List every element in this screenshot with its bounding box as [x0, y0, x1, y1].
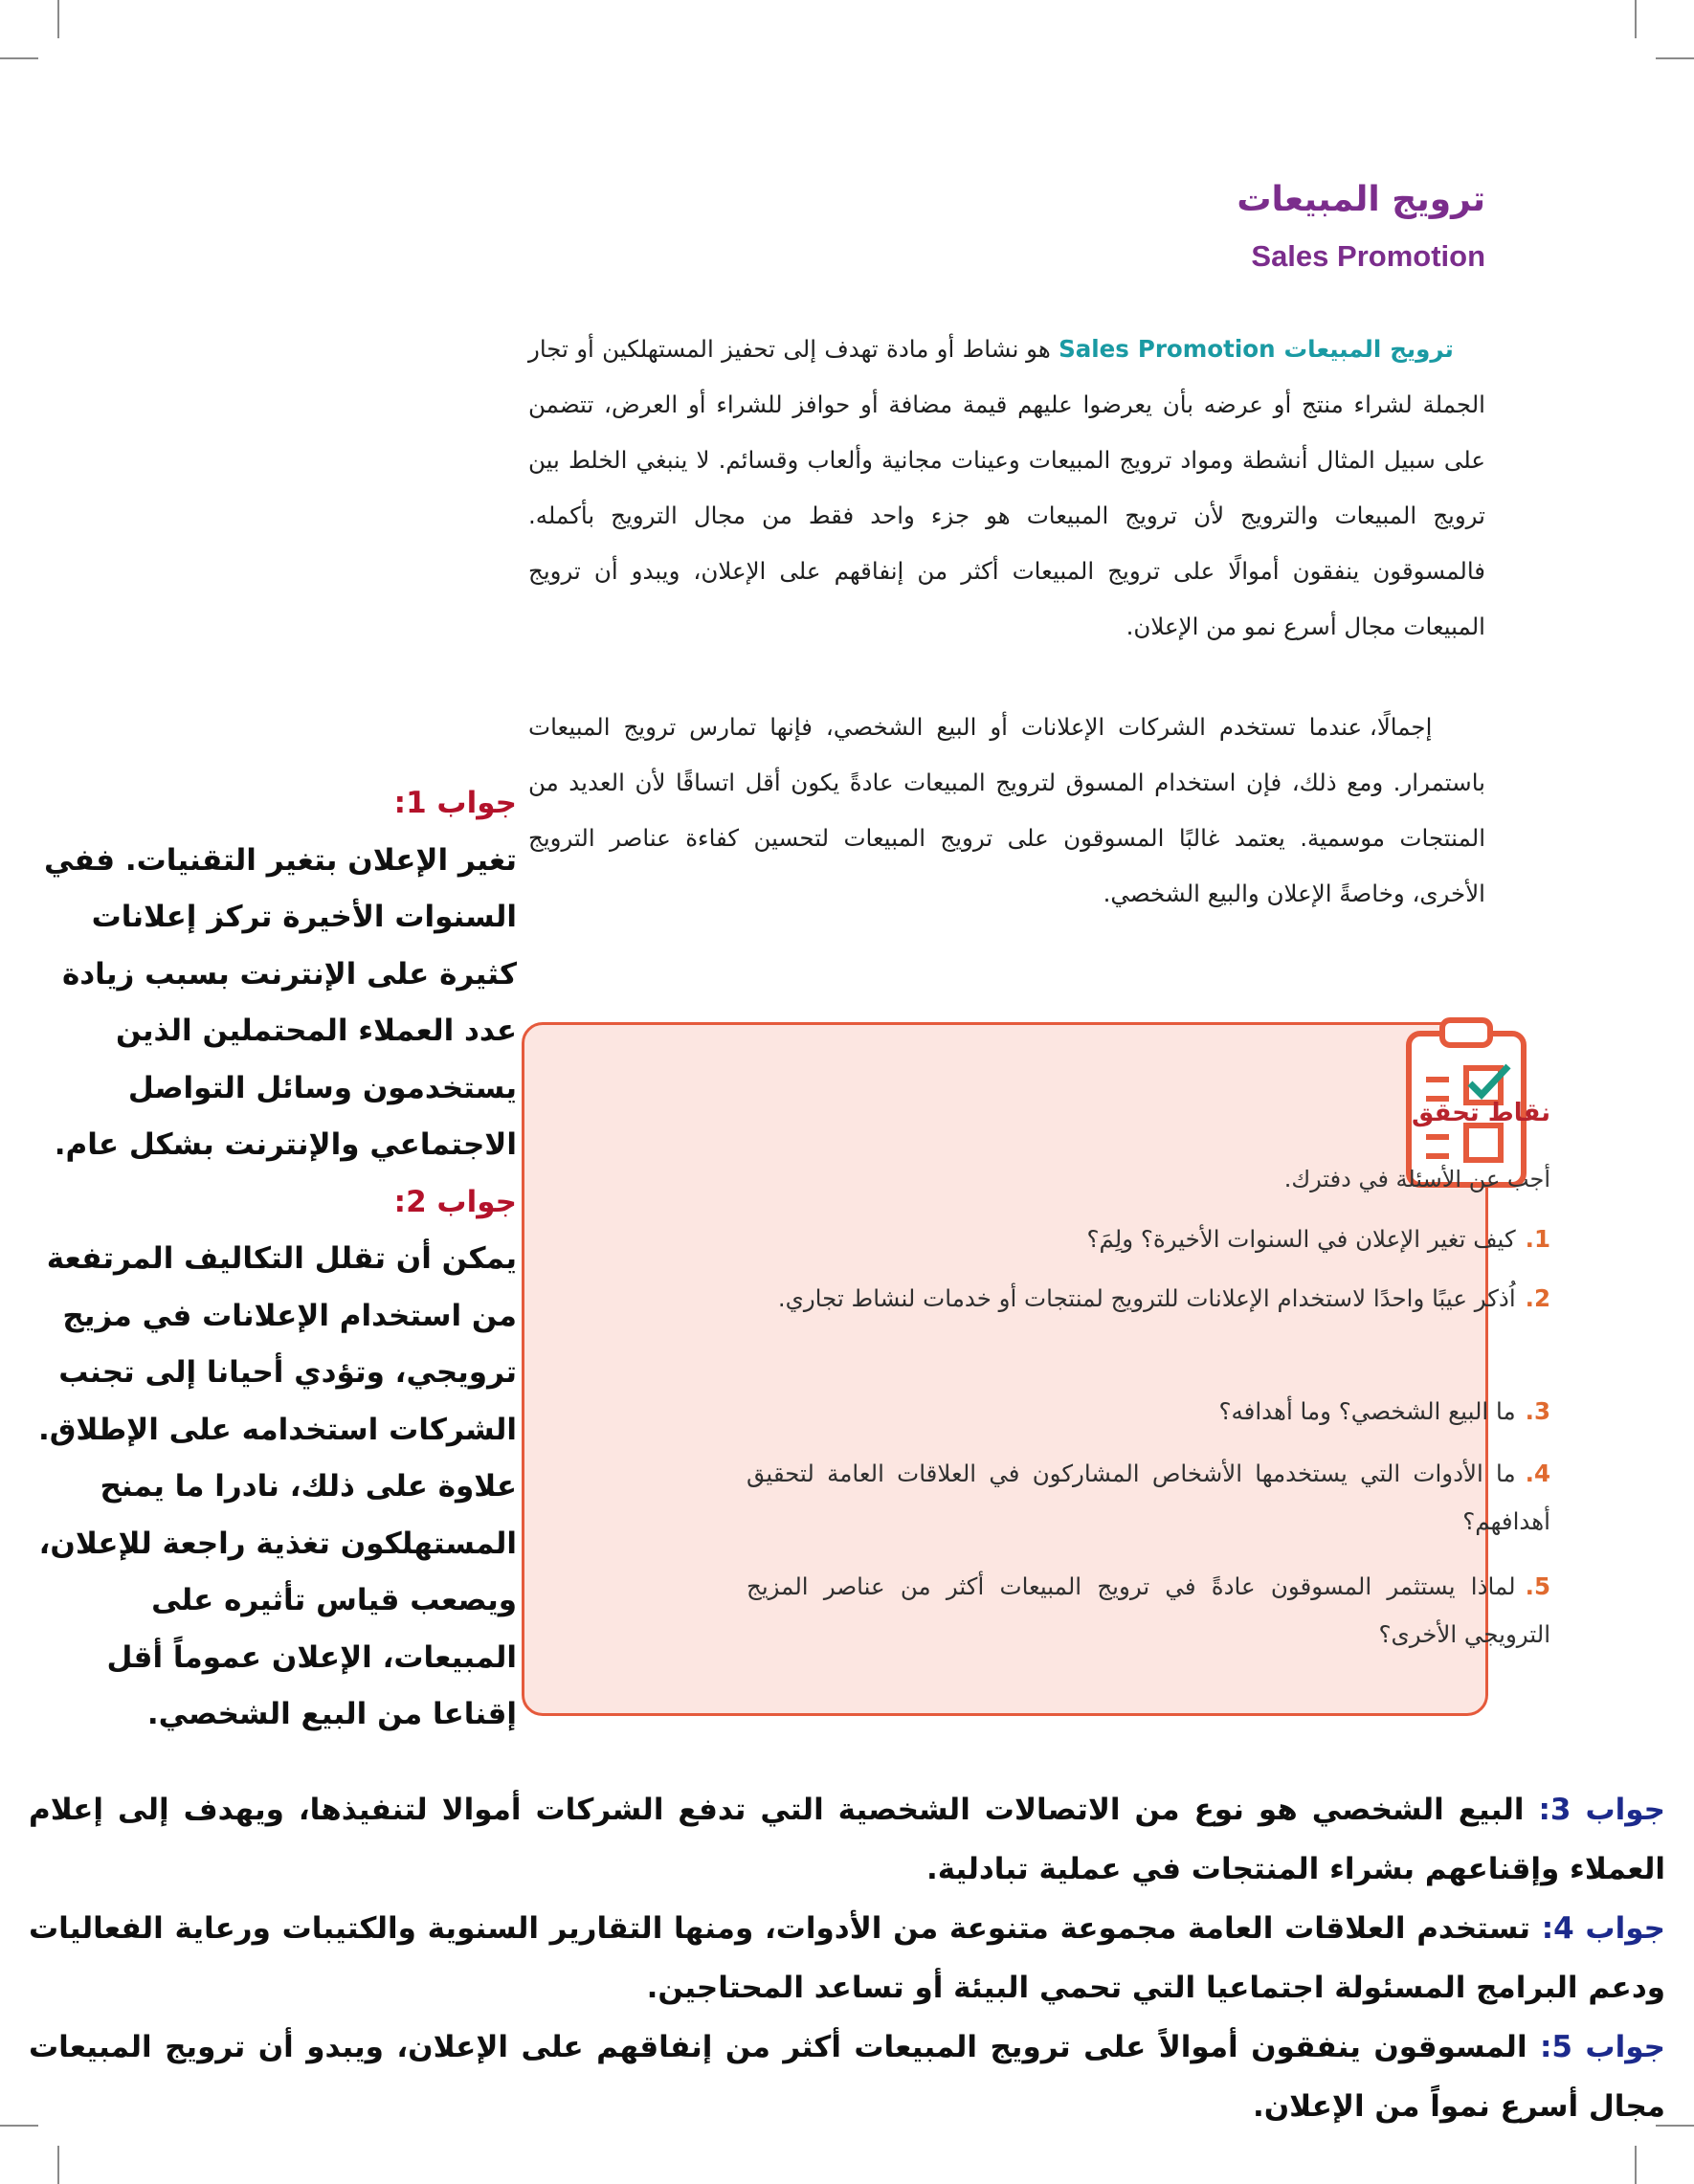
answer-text: تستخدم العلاقات العامة مجموعة متنوعة من الأدوات، ومنها التقارير السنوية والكتيبات ورعاية الفعاليات ودعم البرامج المسئولة اجتماعيا التي تحمي البيئة أو تساعد المحتاجين.	[29, 1911, 1665, 2005]
question-text: كيف تغير الإعلان في السنوات الأخيرة؟ ولِمَ؟	[1086, 1225, 1516, 1253]
question-number: 3.	[1525, 1397, 1550, 1425]
paragraph-summary	[528, 700, 1485, 922]
lead-term: ترويج المبيعات Sales Promotion	[1059, 335, 1454, 363]
answer-3	[29, 1780, 1665, 1899]
checkpoints-intro: أجب عن الأسئلة في دفترك.	[1283, 1166, 1550, 1192]
answer-text: البيع الشخصي هو نوع من الاتصالات الشخصية التي تدفع الشركات أموالا لتنفيذها، ويهدف إلى إعلام العملاء وإقناعهم بشراء المنتجات في عملية تبادلية.	[29, 1793, 1665, 1886]
section-title-arabic: ترويج المبيعات	[1237, 180, 1485, 219]
paragraph-definition	[528, 322, 1485, 655]
question-5	[747, 1563, 1550, 1659]
paragraph-summary-text: إجمالًا، عندما تستخدم الشركات الإعلانات أو البيع الشخصي، فإنها تمارس ترويج المبيعات باستمرار. ومع ذلك، فإن استخدام المسوق لترويج المبيعات عادةً يكون أقل اتساقًا لأن العديد من المنتجات موسمية. يعتمد غالبًا المسوقون على ترويج المبيعات لتحسين كفاءة عناصر الترويج الأخرى، وخاصةً الإعلان والبيع الشخصي.	[528, 713, 1485, 907]
question-3	[747, 1388, 1550, 1436]
question-text: اُذكر عيبًا واحدًا لاستخدام الإعلانات للترويج لمنتجات أو خدمات لنشاط تجاري.	[777, 1284, 1516, 1312]
crop-mark	[57, 2146, 59, 2184]
question-1	[747, 1215, 1550, 1263]
answer-label: جواب 5:	[1540, 2030, 1665, 2064]
crop-mark	[1656, 57, 1694, 59]
answer-2-text: يمكن أن تقلل التكاليف المرتفعة من استخدام الإعلانات في مزيج ترويجي، وتؤدي أحيانا إلى تجنب الشركات استخدامه على الإطلاق. علاوة على ذلك، نادرا ما يمنح المستهلكون تغذية راجعة للإعلان، ويصعب قياس تأثيره على المبيعات، الإعلان عموماً أقل إقناعا من البيع الشخصي.	[37, 1241, 517, 1731]
crop-mark	[0, 57, 38, 59]
answer-label: جواب 4:	[1541, 1911, 1665, 1946]
answer-5	[29, 2017, 1665, 2136]
question-number: 4.	[1525, 1460, 1550, 1487]
answer-4	[29, 1899, 1665, 2017]
question-2	[747, 1275, 1550, 1323]
paragraph-body: هو نشاط أو مادة تهدف إلى تحفيز المستهلكين أو تجار الجملة لشراء منتج أو عرضه بأن يعرضوا عليهم قيمة مضافة أو حوافز للشراء أو العرض، تتضمن على سبيل المثال أنشطة ومواد ترويج المبيعات وعينات مجانية وألعاب وقسائم. لا ينبغي الخلط بين ترويج المبيعات والترويج لأن ترويج المبيعات هو جزء واحد فقط من مجال الترويج بأكمله. فالمسوقون ينفقون أموالًا على ترويج المبيعات أكثر من إنفاقهم على الإعلان، ويبدو أن ترويج المبيعات مجال أسرع نمو من الإعلان.	[528, 335, 1485, 640]
answer-1	[19, 775, 517, 833]
question-number: 2.	[1525, 1284, 1550, 1312]
answer-1-text: تغير الإعلان بتغير التقنيات. ففي السنوات الأخيرة تركز إعلانات كثيرة على الإنترنت بسبب زيادة عدد العملاء المحتملين الذين يستخدمون وسائل التواصل الاجتماعي والإنترنت بشكل عام.	[44, 842, 517, 1162]
answer-label: جواب 3:	[1538, 1793, 1666, 1827]
question-text: ما الأدوات التي يستخدمها الأشخاص المشاركون في العلاقات العامة لتحقيق أهدافهم؟	[747, 1460, 1550, 1535]
side-answers	[19, 775, 517, 1744]
checkpoints-title: نقاط تحقق	[1412, 1099, 1550, 1127]
question-text: ما البيع الشخصي؟ وما أهدافه؟	[1218, 1397, 1516, 1425]
section-title-english: Sales Promotion	[1251, 239, 1485, 273]
answer-2	[19, 1174, 517, 1232]
answer-label: جواب 1:	[393, 786, 517, 820]
question-4	[747, 1450, 1550, 1546]
crop-mark	[1635, 0, 1637, 38]
crop-mark	[1635, 2146, 1637, 2184]
crop-mark	[57, 0, 59, 38]
question-number: 5.	[1525, 1572, 1550, 1600]
answer-label: جواب 2:	[393, 1184, 517, 1219]
question-text: لماذا يستثمر المسوقون عادةً في ترويج المبيعات أكثر من عناصر المزيج الترويجي الأخرى؟	[747, 1572, 1550, 1648]
answer-text: المسوقون ينفقون أموالاً على ترويج المبيعات أكثر من إنفاقهم على الإعلان، ويبدو أن ترويج المبيعات مجال أسرع نمواً من الإعلان.	[29, 2030, 1665, 2124]
question-number: 1.	[1525, 1225, 1550, 1253]
